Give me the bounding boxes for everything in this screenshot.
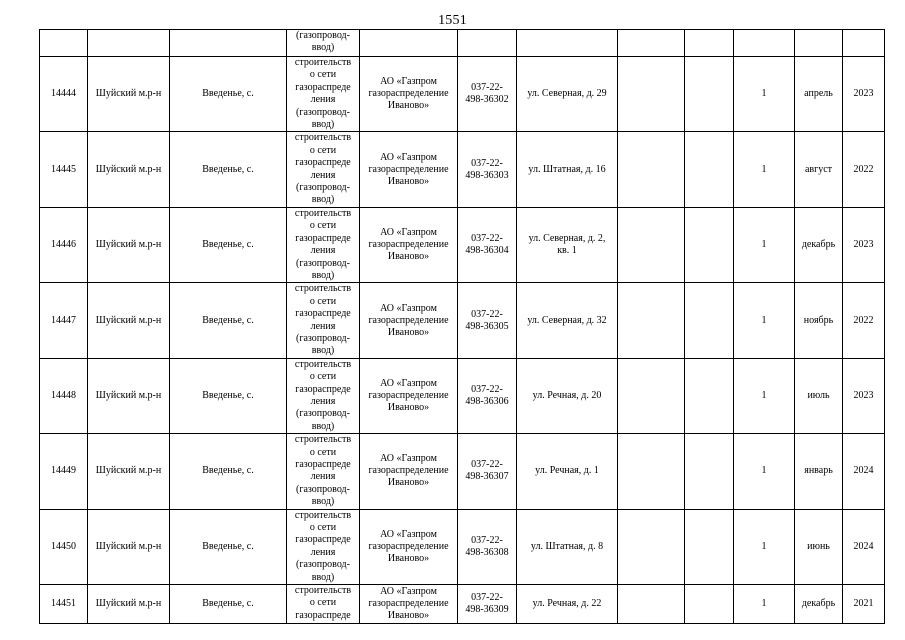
cell-count: 1 — [734, 585, 795, 624]
cell-org: АО «Газпром газораспределение Иваново» — [360, 283, 458, 358]
cell-purpose: строительств о сети газораспреде ления (газопровод- ввод) — [287, 132, 360, 207]
cell-count: 1 — [734, 57, 795, 132]
cell-locality: Введенье, с. — [170, 509, 287, 584]
cell-month: июль — [795, 358, 843, 433]
cell-org: АО «Газпром газораспределение Иваново» — [360, 509, 458, 584]
cell-district — [88, 30, 170, 57]
table-body — [40, 30, 885, 624]
cell-empty — [618, 434, 685, 509]
cell-address: ул. Штатная, д. 8 — [517, 509, 618, 584]
cell-id: 14444 — [40, 57, 88, 132]
cell-district: Шуйский м.р-н — [88, 358, 170, 433]
table-row — [40, 358, 885, 433]
cell-locality: Введенье, с. — [170, 132, 287, 207]
cell-id: 14447 — [40, 283, 88, 358]
cell-year: 2022 — [843, 132, 885, 207]
cell-address: ул. Штатная, д. 16 — [517, 132, 618, 207]
cell-empty — [685, 283, 734, 358]
registry-table — [39, 29, 885, 624]
cell-code: 037-22- 498-36309 — [458, 585, 517, 624]
cell-count: 1 — [734, 207, 795, 282]
cell-empty — [618, 585, 685, 624]
cell-address — [517, 30, 618, 57]
cell-purpose: строительств о сети газораспреде ления (газопровод- ввод) — [287, 207, 360, 282]
cell-purpose: строительств о сети газораспреде ления (газопровод- ввод) — [287, 283, 360, 358]
cell-locality: Введенье, с. — [170, 434, 287, 509]
cell-month — [795, 30, 843, 57]
cell-year: 2024 — [843, 509, 885, 584]
cell-year: 2023 — [843, 207, 885, 282]
cell-purpose: строительств о сети газораспреде ления (газопровод- ввод) — [287, 434, 360, 509]
cell-locality: Введенье, с. — [170, 57, 287, 132]
cell-month: ноябрь — [795, 283, 843, 358]
cell-empty — [685, 207, 734, 282]
cell-count: 1 — [734, 434, 795, 509]
cell-org — [360, 30, 458, 57]
cell-empty — [685, 585, 734, 624]
cell-locality: Введенье, с. — [170, 283, 287, 358]
cell-purpose: строительств о сети газораспреде ления (газопровод- ввод) — [287, 509, 360, 584]
cell-code — [458, 30, 517, 57]
cell-empty — [618, 132, 685, 207]
cell-code: 037-22- 498-36302 — [458, 57, 517, 132]
cell-empty — [618, 283, 685, 358]
cell-id: 14451 — [40, 585, 88, 624]
cell-month: июнь — [795, 509, 843, 584]
cell-count: 1 — [734, 283, 795, 358]
cell-empty — [618, 30, 685, 57]
cell-purpose: строительств о сети газораспреде ления (газопровод- ввод) — [287, 57, 360, 132]
cell-count — [734, 30, 795, 57]
cell-year: 2023 — [843, 57, 885, 132]
table-row — [40, 283, 885, 358]
cell-address: ул. Северная, д. 29 — [517, 57, 618, 132]
cell-address: ул. Речная, д. 20 — [517, 358, 618, 433]
cell-id — [40, 30, 88, 57]
cell-locality: Введенье, с. — [170, 358, 287, 433]
cell-month: декабрь — [795, 585, 843, 624]
cell-count: 1 — [734, 132, 795, 207]
cell-year: 2024 — [843, 434, 885, 509]
cell-empty — [618, 207, 685, 282]
cell-district: Шуйский м.р-н — [88, 283, 170, 358]
cell-district: Шуйский м.р-н — [88, 585, 170, 624]
cell-code: 037-22- 498-36303 — [458, 132, 517, 207]
cell-id: 14446 — [40, 207, 88, 282]
cell-org: АО «Газпром газораспределение Иваново» — [360, 585, 458, 624]
cell-org: АО «Газпром газораспределение Иваново» — [360, 358, 458, 433]
page-number: 1551 — [438, 13, 467, 28]
cell-locality: Введенье, с. — [170, 585, 287, 624]
cell-empty — [685, 30, 734, 57]
table-row — [40, 434, 885, 509]
cell-address: ул. Северная, д. 32 — [517, 283, 618, 358]
cell-year: 2022 — [843, 283, 885, 358]
table-row — [40, 132, 885, 207]
cell-empty — [685, 434, 734, 509]
cell-code: 037-22- 498-36304 — [458, 207, 517, 282]
cell-org: АО «Газпром газораспределение Иваново» — [360, 132, 458, 207]
cell-code: 037-22- 498-36305 — [458, 283, 517, 358]
cell-month: январь — [795, 434, 843, 509]
cell-count: 1 — [734, 509, 795, 584]
cell-id: 14445 — [40, 132, 88, 207]
cell-district: Шуйский м.р-н — [88, 509, 170, 584]
cell-code: 037-22- 498-36308 — [458, 509, 517, 584]
cell-empty — [685, 132, 734, 207]
cell-empty — [685, 358, 734, 433]
cell-locality: Введенье, с. — [170, 207, 287, 282]
cell-id: 14450 — [40, 509, 88, 584]
cell-count: 1 — [734, 358, 795, 433]
cell-org: АО «Газпром газораспределение Иваново» — [360, 434, 458, 509]
cell-month: август — [795, 132, 843, 207]
cell-empty — [685, 509, 734, 584]
cell-empty — [685, 57, 734, 132]
cell-district: Шуйский м.р-н — [88, 434, 170, 509]
cell-year: 2023 — [843, 358, 885, 433]
cell-empty — [618, 358, 685, 433]
cell-address: ул. Северная, д. 2, кв. 1 — [517, 207, 618, 282]
cell-purpose: строительств о сети газораспреде — [287, 585, 360, 624]
cell-empty — [618, 57, 685, 132]
cell-org: АО «Газпром газораспределение Иваново» — [360, 57, 458, 132]
cell-month: декабрь — [795, 207, 843, 282]
table-row — [40, 207, 885, 282]
table-row — [40, 585, 885, 624]
cell-year — [843, 30, 885, 57]
cell-district: Шуйский м.р-н — [88, 207, 170, 282]
table-row — [40, 509, 885, 584]
cell-empty — [618, 509, 685, 584]
cell-locality — [170, 30, 287, 57]
cell-code: 037-22- 498-36307 — [458, 434, 517, 509]
cell-year: 2021 — [843, 585, 885, 624]
cell-district: Шуйский м.р-н — [88, 57, 170, 132]
table-row — [40, 57, 885, 132]
table-row-continued — [40, 30, 885, 57]
cell-id: 14449 — [40, 434, 88, 509]
cell-purpose: (газопровод- ввод) — [287, 30, 360, 57]
cell-district: Шуйский м.р-н — [88, 132, 170, 207]
cell-id: 14448 — [40, 358, 88, 433]
cell-address: ул. Речная, д. 1 — [517, 434, 618, 509]
cell-address: ул. Речная, д. 22 — [517, 585, 618, 624]
cell-org: АО «Газпром газораспределение Иваново» — [360, 207, 458, 282]
cell-purpose: строительств о сети газораспреде ления (газопровод- ввод) — [287, 358, 360, 433]
cell-month: апрель — [795, 57, 843, 132]
cell-code: 037-22- 498-36306 — [458, 358, 517, 433]
